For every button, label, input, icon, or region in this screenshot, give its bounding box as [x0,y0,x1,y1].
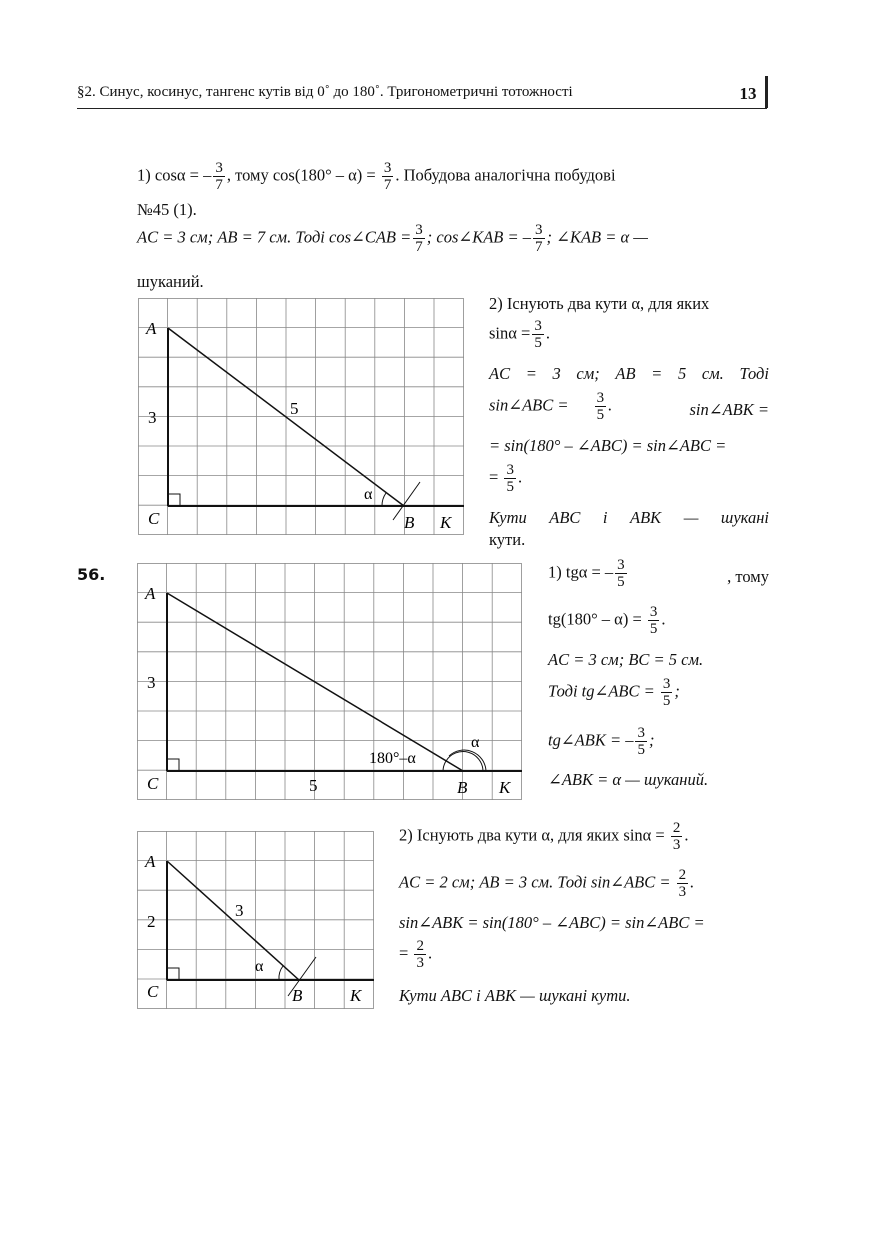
fig3-label-b: B [292,986,303,1005]
task56-2-line2: AC = 2 см; AB = 3 см. Тоді sin∠ABC = $\frac{2}{3}$ . [399,867,695,900]
fig2-label-c: C [147,774,159,793]
fig2-label-b: B [457,778,468,797]
task56-2-line1: 2) Існують два кути α, для яких sinα = $\frac{2}{3}$ . [399,820,689,853]
fig3-label-c: C [147,982,159,1001]
sec55-2-line2: sinα = $\frac{3}{5}$ . [489,318,550,351]
fig2-label-a: A [145,584,156,603]
fig1-side-ab: 5 [290,399,299,418]
sec55-2-line5: = sin(180° – ∠ABC) = sin∠ABC = [489,436,727,455]
task56-2-line3: sin∠ABK = sin(180° – ∠ABC) = sin∠ABC = [399,913,705,932]
fig1-label-b: B [404,513,415,532]
task56-line2: tg(180° – α) = $\frac{3}{5}$ . [548,604,666,637]
sec55-1-line4: шуканий. [137,272,204,291]
sec55-2-line7: Кути ABC і ABK — шукані [489,508,769,527]
figure-triangle-2 [137,563,522,800]
sec55-2-line6: = $\frac{3}{5}$ . [489,462,523,495]
task56-line6: ∠ABK = α — шуканий. [548,770,709,789]
sec55-1-line3: AC = 3 см; AB = 7 см. Тоді cos∠CAB = $\frac{3}{7}$ ; cos∠KAB = – $\frac{3}{7}$ ; ∠KAB = α — [137,222,648,255]
fig2-label-k: K [499,778,511,797]
fig1-label-a: A [146,319,157,338]
fig1-label-k: K [440,513,452,532]
sec55-1-line2: №45 (1). [137,200,197,219]
fig1-angle: α [364,486,373,503]
sec55-1-line1: 1) cosα = – $\frac{3}{7}$ , тому cos(180° – α) = $\frac{3}{7}$ . Побудова аналогічна побудові [137,160,616,193]
task56-2-line5: Кути ABC і ABK — шукані кути. [399,986,631,1005]
fig2-angle: α [471,734,480,751]
sec55-2-line1: 2) Існують два кути α, для яких [489,294,710,313]
sec55-2-line3: AC = 3 см; AB = 5 см. Тоді [489,364,769,383]
fig3-side-ac: 2 [147,912,156,931]
task56-line3: AC = 3 см; BC = 5 см. [548,650,704,669]
figure-triangle-1 [138,298,464,535]
fig2-side-bc: 5 [309,776,318,795]
fig2-side-ac: 3 [147,673,156,692]
sec55-2-line4: sin∠ABC = $\frac{3}{5}$ . sin∠ABK = [489,390,769,423]
fig1-side-ac: 3 [148,408,157,427]
figure-triangle-3 [137,831,374,1009]
header-rule [77,108,767,109]
header-title: §2. Синус, косинус, тангенс кутів від 0˚ до 180˚. Тригонометричні тотожності [77,84,573,100]
task-number-56: 56. [77,565,106,584]
fig3-label-a: A [145,852,156,871]
task56-2-line4: = $\frac{2}{3}$ . [399,938,433,971]
fig3-angle: α [255,958,264,975]
sec55-2-line8: кути. [489,530,526,549]
page-number: 13 [739,84,757,103]
fig3-side-ab: 3 [235,901,244,920]
task56-line5: tg∠ABK = – $\frac{3}{5}$ ; [548,725,655,758]
page-header [77,78,767,112]
fig2-angle-sup: 180°–α [369,750,416,767]
task56-line1: 1) tgα = – $\frac{3}{5}$ , тому [548,557,769,590]
fig1-label-c: C [148,509,160,528]
task56-line4: Тоді tg∠ABC = $\frac{3}{5}$ ; [548,676,680,709]
fig3-label-k: K [350,986,362,1005]
